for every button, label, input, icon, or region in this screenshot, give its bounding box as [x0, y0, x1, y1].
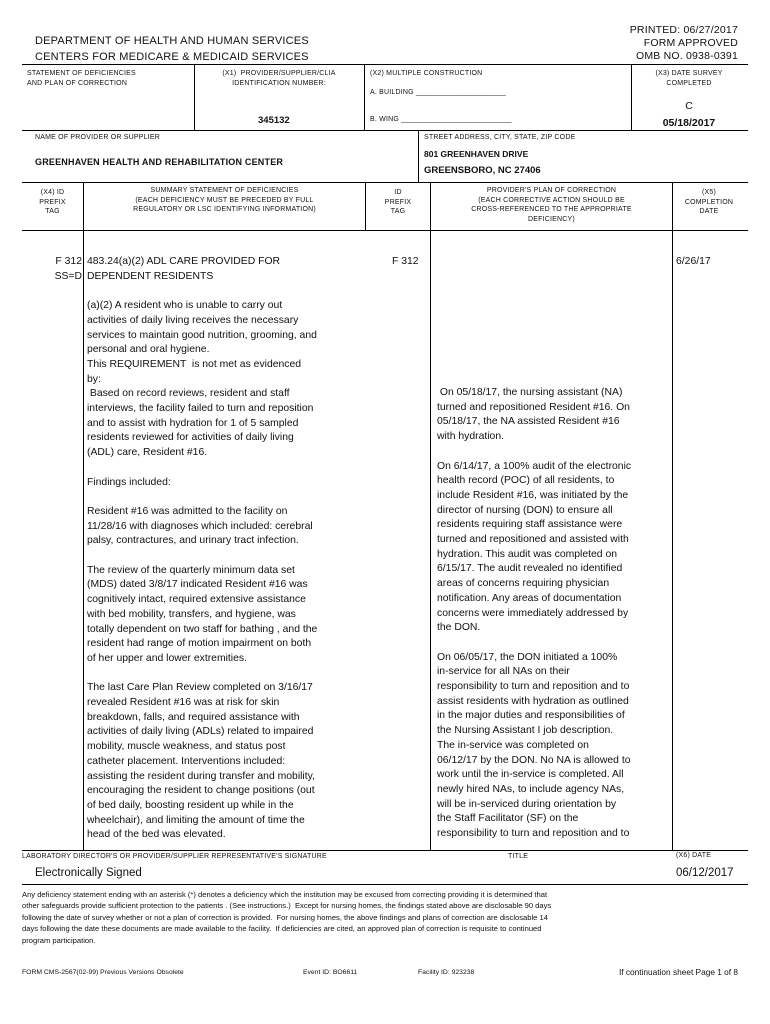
- signature-date: 06/12/2017: [676, 867, 734, 879]
- wing-label: B. WING ___________________________: [370, 116, 512, 123]
- summary-paragraph: 483.24(a)(2) ADL CARE PROVIDED FOR DEPENDENT RESIDENTS: [87, 256, 281, 282]
- signature-value: Electronically Signed: [35, 867, 142, 879]
- address-line1: 801 GREENHAVEN DRIVE: [424, 149, 529, 159]
- page-number: If continuation sheet Page 1 of 8: [618, 967, 738, 977]
- survey-letter: C: [685, 100, 693, 112]
- summary-paragraph: Resident #16 was admitted to the facility on 11/28/16 with diagnoses which included: cerebral palsy, contractures, and urinary tract infection.: [87, 505, 313, 547]
- plan-tag: F 312: [392, 256, 419, 267]
- form-number: FORM CMS-2567(02-99) Previous Versions Obsolete: [22, 969, 184, 976]
- provider-name: GREENHAVEN HEALTH AND REHABILITATION CENTER: [35, 157, 284, 167]
- plan-of-correction-label: PROVIDER'S PLAN OF CORRECTION (EACH CORRECTIVE ACTION SHOULD BE CROSS-REFERENCED TO THE APPROPRIATE DEFICIENCY): [471, 187, 632, 223]
- printed-date: PRINTED: 06/27/2017: [629, 24, 738, 36]
- completion-date: 6/26/17: [676, 256, 711, 267]
- deficiency-tag: F 312 SS=D: [54, 256, 82, 282]
- summary-paragraph: The review of the quarterly minimum data set (MDS) dated 3/8/17 indicated Resident #16 was cognitively intact, required extensive assistance with bed mobility, transfers, and hygiene, was totally dependent on two staff for bathing , and the resident had range of motion impairment on both of her upper and lower extremities.: [87, 564, 318, 664]
- address-label: STREET ADDRESS, CITY, STATE, ZIP CODE: [424, 134, 576, 141]
- plan-paragraph: On 6/14/17, a 100% audit of the electronic health record (POC) of all residents, to include Resident #16, was initiated by the director of nursing (DON) to ensure all residents requiring staff assistance were turned and repositioned and assisted with hydration. This audit was completed on 6/15/17. The audit revealed no identified areas of concerns requiring physician notification. Any areas of documentation concerns were immediately addressed by the DON.: [437, 460, 632, 634]
- summary-text: [87, 255, 362, 858]
- title-label: TITLE: [508, 853, 529, 860]
- omb-number: OMB NO. 0938-0391: [635, 50, 738, 62]
- address-line2: GREENSBORO, NC 27406: [424, 165, 541, 176]
- summary-paragraph: The last Care Plan Review completed on 3/16/17 revealed Resident #16 was at risk for skin breakdown, falls, and required assistance with activities of daily living (ADLs) related to impaired mobility, muscle weakness, and status post catheter placement. Interventions included: assisting the resident during transfer and mobility, encouraging the resident to change positions (out of bed daily, boosting resident up while in the wheelchair), and limiting the amount of time the head of the bed was elevated.: [87, 682, 315, 841]
- survey-date: 05/18/2017: [662, 117, 716, 129]
- summary-paragraph: Findings included:: [87, 476, 171, 488]
- form-approved: FORM APPROVED: [643, 37, 738, 49]
- centers-title: CENTERS FOR MEDICARE & MEDICAID SERVICES: [35, 51, 309, 63]
- date-survey-label: (X3) DATE SURVEY COMPLETED: [655, 70, 723, 87]
- id-prefix-label: ID PREFIX TAG: [384, 189, 412, 215]
- building-label: A. BUILDING ______________________: [370, 89, 507, 96]
- x4-tag-label: (X4) ID PREFIX TAG: [39, 189, 66, 215]
- provider-id-value: 345132: [258, 115, 290, 126]
- facility-id: Facility ID: 923238: [418, 969, 475, 976]
- signature-date-label: (X6) DATE: [676, 852, 712, 859]
- summary-paragraph: (a)(2) A resident who is unable to carry out activities of daily living receives the necessary services to maintain good nutrition, grooming, and personal and oral hygiene. This REQUIREMENT is not met as evidenced by: Based on record reviews, resident and staff interviews, the facility failed to turn and reposition and to assist with hydration for 1 of 5 sampled residents reviewed for activities of daily living (ADL) care, Resident #16.: [87, 300, 317, 459]
- footnote: Any deficiency statement ending with an asterisk (*) denotes a deficiency which the institution may be excused from correcting providing it is determined that other safeguards provide sufficient protection to the patients . (See instructions.) Except for nursing homes, the findings stated above are disclosable 90 days following the date of survey whether or not a plan of correction is provided. For nursing homes, the above findings and plans of correction are disclosable 14 days following the date these documents are made available to the facility. If deficiencies are cited, an approved plan of correction is requisite to continued program participation.: [22, 890, 552, 945]
- provider-id-label: (X1) PROVIDER/SUPPLIER/CLIA IDENTIFICATION NUMBER:: [222, 70, 336, 87]
- plan-paragraph: On 06/05/17, the DON initiated a 100% in-service for all NAs on their responsibility to turn and reposition and to assist residents with hydration as outlined in the major duties and responsibilities of the Nursing Assistant I job description. The in-service was completed on 06/12/17 by the DON. No NA is allowed to work until the in-service is completed. All newly hired NAs, to include agency NAs, will be in-serviced during orientation by the Staff Facilitator (SF) on the responsibility to turn and reposition and to: [437, 651, 631, 840]
- completion-date-label: (X5) COMPLETION DATE: [684, 189, 734, 215]
- statement-label: STATEMENT OF DEFICIENCIES AND PLAN OF CORRECTION: [27, 70, 136, 87]
- event-id: Event ID: BO6611: [303, 969, 358, 976]
- provider-name-label: NAME OF PROVIDER OR SUPPLIER: [35, 134, 161, 141]
- multiple-construction-label: (X2) MULTIPLE CONSTRUCTION: [370, 70, 483, 77]
- summary-statement-label: SUMMARY STATEMENT OF DEFICIENCIES (EACH DEFICIENCY MUST BE PRECEDED BY FULL REGULATORY OR LSC IDENTIFYING INFORMATION): [133, 187, 316, 213]
- signature-label: LABORATORY DIRECTOR'S OR PROVIDER/SUPPLIER REPRESENTATIVE'S SIGNATURE: [22, 853, 327, 860]
- department-title: DEPARTMENT OF HEALTH AND HUMAN SERVICES: [35, 35, 309, 47]
- plan-text: [437, 386, 669, 856]
- plan-paragraph: On 05/18/17, the nursing assistant (NA) turned and repositioned Resident #16. On 05/18/17, the NA assisted Resident #16 with hydration.: [437, 387, 630, 443]
